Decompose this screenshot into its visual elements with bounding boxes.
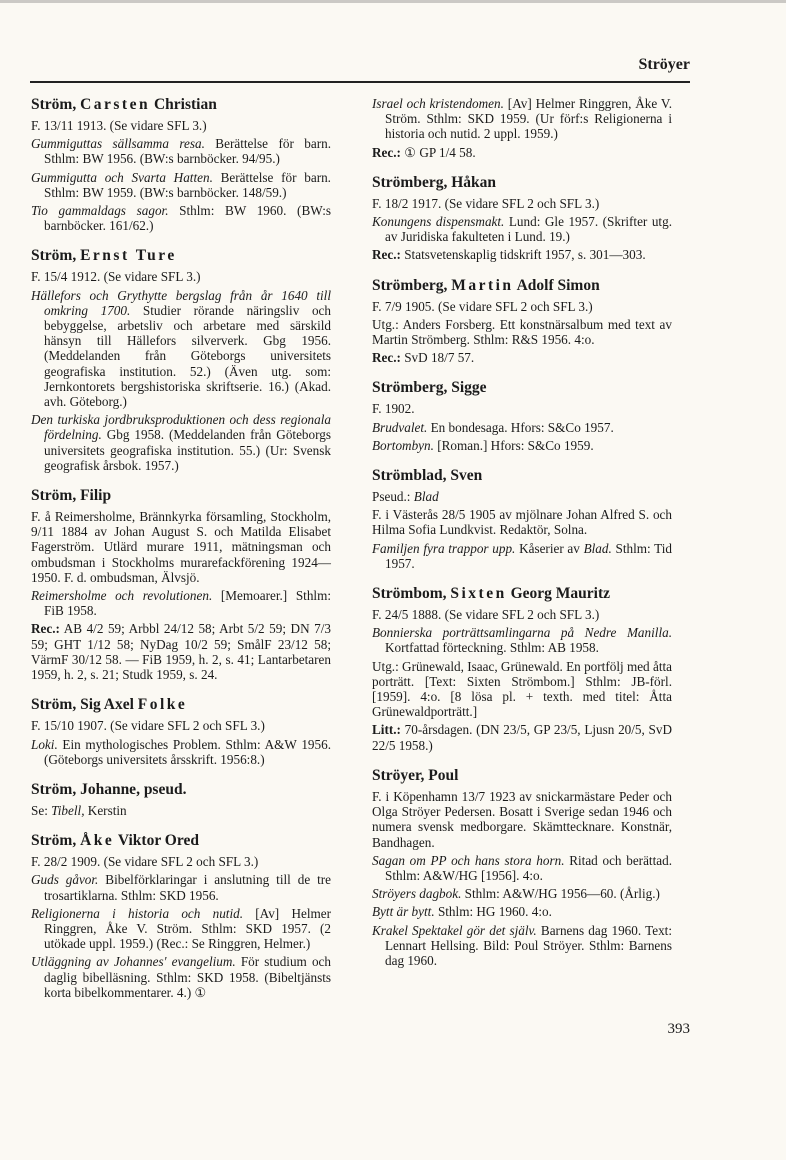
work-item: Loki. Ein mythologisches Problem. Sthlm: A&W 1956. (Göteborgs universitets årsskrift. 1956:8.) <box>31 736 331 767</box>
entry-stromberg-sigge <box>372 379 672 453</box>
entry-stromberg-martin <box>372 277 672 366</box>
entry-heading: Ström, Åke Viktor Ored <box>31 832 199 850</box>
entry-heading: Ström, Carsten Christian <box>31 96 217 113</box>
work-item: Bytt är bytt. Sthlm: HG 1960. 4:o. <box>372 904 552 920</box>
review-list: Rec.: AB 4/2 59; Arbbl 24/12 58; Arbt 5/2 59; DN 7/3 59; GHT 1/12 58; NyDag 10/2 59; SmålF 23/12 58; VärmF 30/12 58. — FiB 1959, h. 2, s. 41; Lantarbetaren 1959, h. 2, s. 21; Studk 1959, s. 24. <box>31 621 331 683</box>
editor-note: Utg.: Grünewald, Isaac, Grünewald. En portfölj med åtta porträtt. [Text: Sixten Strömbom.] Sthlm: JB-förl. [1959]. 4:o. [8 lösa pl. + texth. med titel: Åtta Grünewaldporträtt.] <box>372 658 672 720</box>
entry-heading: Strömberg, Håkan <box>372 173 496 191</box>
bio-paragraph: F. å Reimersholme, Brännkyrka församling, Stockholm, 9/11 1884 av Johan August S. och Matilda Elisabet Fagerström. Utlärd murare 1911, mätningsman och ombudsman i Stockholms murarefackförening 1924—1950. F. d. ombudsman, Älvsjö. <box>31 509 331 585</box>
work-item: Bortombyn. [Roman.] Hfors: S&Co 1959. <box>372 437 594 453</box>
work-item: Israel och kristendomen. [Av] Helmer Ringgren, Åke V. Ström. Sthlm: SKD 1959. (Ur förf:s Religionerna i historia och nutid. 2 uppl. 1959.) <box>372 96 672 142</box>
work-item: Sagan om PP och hans stora horn. Ritad och berättad. Sthlm: A&W/HG [1956]. 4:o. <box>372 852 672 883</box>
work-item: Religionerna i historia och nutid. [Av] Helmer Ringgren, Åke V. Ström. Sthlm: SKD 1957. (2 utökade uppl. 1959.) (Rec.: Se Ringgren, Helmer.) <box>31 905 331 952</box>
work-item: Den turkiska jordbruksproduktionen och dess regionala fördelning. Gbg 1958. (Meddelanden från Göteborgs universitets geografiska institution. 55.) (Ur: Svensk geografisk årsbok. 1957.) <box>31 412 331 473</box>
page-number: 393 <box>667 1021 690 1037</box>
birth-line: F. 7/9 1905. (Se vidare SFL 2 och SFL 3.) <box>372 298 593 314</box>
entry-strom-folke <box>31 696 331 767</box>
review-list: Rec.: ① GP 1/4 58. <box>372 144 476 160</box>
see-reference: Se: Tibell, Kerstin <box>31 802 127 818</box>
entry-strom-ernst <box>31 247 331 473</box>
birth-line: F. 15/4 1912. (Se vidare SFL 3.) <box>31 269 201 285</box>
work-item: Bonnierska porträttsamlingarna på Nedre Manilla. Kortfattad förteckning. Sthlm: AB 1958. <box>372 625 672 656</box>
entry-strombom-sixten <box>372 585 672 753</box>
header-rule <box>30 81 690 83</box>
entry-stromblad-sven <box>372 467 672 571</box>
entry-continuation <box>372 96 672 160</box>
review-list: Rec.: Statsvetenskaplig tidskrift 1957, s. 301—303. <box>372 247 646 263</box>
entry-heading: Ström, Sig Axel Folke <box>31 696 188 714</box>
bio-paragraph: F. i Västerås 28/5 1905 av mjölnare Johan Alfred S. och Hilma Sofia Lundkvist. Redaktör, Solna. <box>372 507 672 538</box>
entry-strom-carsten <box>31 96 331 233</box>
birth-line: F. 28/2 1909. (Se vidare SFL 2 och SFL 3.) <box>31 854 259 870</box>
entry-strom-ake <box>31 832 331 1000</box>
entry-stromberg-hakan <box>372 174 672 263</box>
entry-heading: Strömblad, Sven <box>372 467 483 485</box>
work-item: Reimersholme och revolutionen. [Memoarer.] Sthlm: FiB 1958. <box>31 588 331 619</box>
birth-line: F. 24/5 1888. (Se vidare SFL 2 och SFL 3.) <box>372 607 600 623</box>
entry-heading: Strömbom, Sixten Georg Mauritz <box>372 585 610 603</box>
bio-paragraph: F. i Köpenhamn 13/7 1923 av snickarmästare Peder och Olga Ströyer Pedersen. Bosatt i Sverige sedan 1946 och numera svensk medborgare. Skämttecknare. Konstnär, Bandhagen. <box>372 788 672 850</box>
right-column <box>372 96 672 971</box>
pseudonym-line: Pseud.: Blad <box>372 489 439 505</box>
entry-heading: Ströyer, Poul <box>372 766 459 784</box>
work-item: Brudvalet. En bondesaga. Hfors: S&Co 1957. <box>372 419 614 435</box>
entry-heading: Strömberg, Sigge <box>372 379 487 397</box>
entry-heading: Ström, Filip <box>31 487 112 505</box>
left-column <box>31 96 331 1003</box>
birth-line: F. 18/2 1917. (Se vidare SFL 2 och SFL 3.) <box>372 195 600 211</box>
entry-heading: Ström, Ernst Ture <box>31 247 177 265</box>
entry-strom-johanne <box>31 781 331 818</box>
work-item: Familjen fyra trappor upp. Kåserier av Blad. Sthlm: Tid 1957. <box>372 540 672 571</box>
review-list: Rec.: SvD 18/7 57. <box>372 350 475 366</box>
birth-line: F. 1902. <box>372 401 415 417</box>
entry-heading: Strömberg, Martin Adolf Simon <box>372 276 600 294</box>
entry-strom-filip <box>31 487 331 682</box>
work-item: Gummiguttas sällsamma resa. Berättelse för barn. Sthlm: BW 1956. (BW:s barnböcker. 94/95.) <box>31 136 331 167</box>
work-item: Guds gåvor. Bibelförklaringar i anslutning till de tre trosartiklarna. Sthlm: SKD 1956. <box>31 872 331 903</box>
page-top-edge <box>0 0 786 3</box>
running-head: Ströyer <box>638 56 690 73</box>
entry-stroyer-poul <box>372 767 672 968</box>
work-item: Hällefors och Grythytte bergslag från år 1640 till omkring 1700. Studier rörande näringsliv och bebyggelse, arbetsliv och arbetare med särskild hänsyn till Hällefors silververk. Gbg 1956. (Meddelanden från Göteborgs universitets geografiska institution. 52.) (Även utg. som: Jernkontorets bergshistoriska skriftserie. 16.) (Akad. avh. Göteborg.) <box>31 287 331 410</box>
work-item: Krakel Spektakel gör det själv. Barnens dag 1960. Text: Lennart Hellsing. Bild: Poul Ströyer. Sthlm: Barnens dag 1960. <box>372 922 672 968</box>
entry-heading: Ström, Johanne, pseud. <box>31 780 187 798</box>
editor-note: Utg.: Anders Forsberg. Ett konstnärsalbum med text av Martin Strömberg. Sthlm: R&S 1956. 4:o. <box>372 316 672 348</box>
birth-line: F. 13/11 1913. (Se vidare SFL 3.) <box>31 118 207 133</box>
work-item: Utläggning av Johannes' evangelium. För studium och daglig bibelläsning. Sthlm: SKD 1958. (Bibeltjänsts korta bibelkommentarer. 4.) ① <box>31 954 331 1000</box>
birth-line: F. 15/10 1907. (Se vidare SFL 2 och SFL 3.) <box>31 718 265 734</box>
work-item: Gummigutta och Svarta Hatten. Berättelse för barn. Sthlm: BW 1959. (BW:s barnböcker. 148/59.) <box>31 169 331 200</box>
work-item: Tio gammaldags sagor. Sthlm: BW 1960. (BW:s barnböcker. 161/62.) <box>31 203 331 234</box>
literature-list: Litt.: 70-årsdagen. (DN 23/5, GP 23/5, Ljusn 20/5, SvD 22/5 1958.) <box>372 722 672 753</box>
work-item: Ströyers dagbok. Sthlm: A&W/HG 1956—60. (Årlig.) <box>372 886 660 902</box>
work-item: Konungens dispensmakt. Lund: Gle 1957. (Skrifter utg. av Juridiska fakulteten i Lund. 19.) <box>372 214 672 245</box>
